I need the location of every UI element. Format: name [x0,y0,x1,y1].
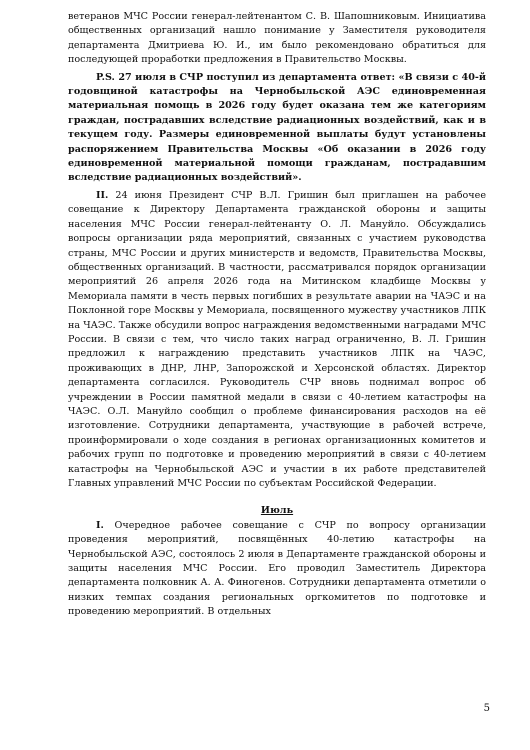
section-marker: I. [96,519,104,531]
section-marker: II. [96,189,109,201]
page-number: 5 [483,703,490,714]
paragraph-section-2 [68,189,486,492]
postscript-paragraph: P.S. 27 июля в СЧР поступил из департамента ответ: «В связи с 40-й годовщиной катастрофы на Чернобыльской АЭС единовременная материальная помощь в 2026 году будет оказана тем же категориям граждан, пострадавших вследствие радиационных воздействий, как и в текущем году. Размеры единовременной выплаты будут установлены распоряжением Правительства Москвы «Об оказании в 2026 году единовременной материальной помощи гражданам, пострадавшим вследствие радиационных воздействий». [68,71,486,184]
paragraph-section-1 [68,519,486,620]
paragraph-text: 24 июня Президент СЧР В.Л. Гришин был приглашен на рабочее совещание к Директору Департамента гражданской обороны и защиты населения МЧС России генерал-лейтенанту О. Л. Мануйло. Обсуждались вопросы организации ряда мероприятий, связанных с участием руководства страны, МЧС России и других министерств и ведомств, Правительства Москвы, общественных организаций. В частности, рассматривался порядок организации мероприятий 26 апреля 2026 года на Митинском кладбище Москвы у Мемориала памяти в честь первых погибших в результате аварии на ЧАЭС и на Поклонной горе Москвы у Мемориала, посвященного мужеству участников ЛПК на ЧАЭС. Также обсудили вопрос награждения ведомственными наградами МЧС России. В связи с тем, что число таких наград ограниченно, В. Л. Гришин предложил к награждению представить участников ЛПК на ЧАЭС, проживающих в ДНР, ЛНР, Запорожской и Херсонской областях. Директор департамента согласился. Руководитель СЧР вновь поднимал вопрос об учреждении в России памятной медали в связи с 40-летием катастрофы на ЧАЭС. О.Л. Мануйло сообщил о проблеме финансирования расходов на её изготовление. Сотрудники департамента, участвующие в рабочей встрече, проинформировали о ходе создания в регионах организационных комитетов и рабочих групп по подготовке и проведению мероприятий в связи с 40-летием катастрофы на Чернобыльской АЭС и участии в их работе представителей Главных управлений МЧС России по субъектам Российской Федерации. [68,189,486,489]
month-heading: Июль [260,505,294,517]
paragraph-continuation: ветеранов МЧС России генерал-лейтенантом С. В. Шапошниковым. Инициатива общественных организаций нашло понимание у Заместителя руководителя департамента Дмитриева Ю. И., им было рекомендовано обратиться для последующей проработки предложения в Правительство Москвы. [68,11,486,66]
paragraph-text: Очередное рабочее совещание с СЧР по вопросу организации проведения мероприятий, посвящённых 40-летию катастрофы на Чернобыльской АЭС, состоялось 2 июля в Департаменте гражданской обороны и защиты населения МЧС России. Его проводил Заместитель Директора департамента полковник А. А. Финогенов. Сотрудники департамента отметили о низких темпах создания региональных оргкомитетов по подготовке и проведению мероприятий. В отдельных [68,519,486,618]
